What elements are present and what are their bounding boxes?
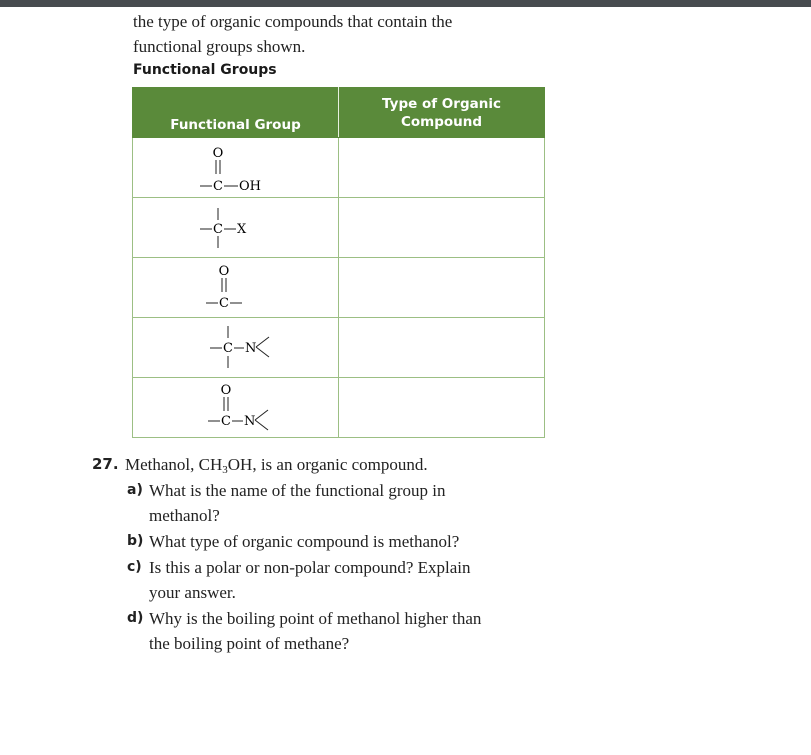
- oxygen-label: O: [218, 264, 230, 279]
- oxygen-label: O: [220, 383, 232, 398]
- intro-text: [133, 9, 553, 59]
- amine-structure: [133, 318, 337, 377]
- part-label: c): [127, 559, 142, 575]
- question-27-stem: 27. Methanol, $CH_3OH$, is an organic compound.: [92, 452, 552, 477]
- question-part-c: c) Is this a polar or non-polar compound? Explain your answer.: [92, 555, 552, 605]
- compound-type-cell: [339, 378, 545, 438]
- table-row: [133, 318, 545, 378]
- carbon-label: C: [223, 341, 233, 356]
- carboxyl-structure: [133, 138, 337, 197]
- functional-group-cell: [133, 318, 339, 378]
- question-part-b: b) What type of organic compound is methanol?: [92, 529, 552, 554]
- compound-type-cell: [339, 198, 545, 258]
- table-row: [133, 258, 545, 318]
- carbon-label: C: [219, 296, 229, 311]
- carbonyl-structure: [133, 258, 337, 317]
- functional-group-cell: [133, 138, 339, 198]
- top-bar: [0, 0, 811, 7]
- table-row: [133, 198, 545, 258]
- carbon-label: C: [213, 179, 223, 194]
- oxygen-label: O: [212, 146, 224, 161]
- nitrogen-label: N: [245, 341, 257, 356]
- table-row: [133, 378, 545, 438]
- functional-groups-table: [132, 87, 545, 438]
- question-part-a: a) What is the name of the functional group in methanol?: [92, 478, 552, 528]
- hydroxyl-label: OH: [239, 179, 261, 194]
- intro-line-1: the type of organic compounds that contain the: [133, 12, 453, 31]
- header-functional-group: Functional Group: [133, 88, 339, 138]
- nitrogen-label: N: [244, 414, 256, 429]
- part-label: d): [127, 610, 144, 626]
- compound-type-cell: [339, 258, 545, 318]
- question-number: 27.: [92, 455, 119, 473]
- compound-type-cell: [339, 318, 545, 378]
- halide-structure: [133, 198, 337, 257]
- halogen-label: X: [237, 222, 247, 237]
- question-part-d: d) Why is the boiling point of methanol higher than the boiling point of methane?: [92, 606, 552, 656]
- table-caption: Functional Groups: [133, 62, 277, 78]
- question-27: [92, 452, 552, 656]
- carbon-label: C: [213, 222, 223, 237]
- carbon-label: C: [221, 414, 231, 429]
- part-label: b): [127, 533, 144, 549]
- intro-line-2: functional groups shown.: [133, 37, 306, 56]
- amide-structure: [133, 378, 337, 437]
- table-header-row: [133, 88, 545, 138]
- table-row: [133, 138, 545, 198]
- functional-group-cell: [133, 198, 339, 258]
- functional-group-cell: [133, 258, 339, 318]
- part-label: a): [127, 482, 143, 498]
- functional-group-cell: [133, 378, 339, 438]
- compound-type-cell: [339, 138, 545, 198]
- header-type-of-organic-compound: Type of Organic Compound: [339, 88, 545, 138]
